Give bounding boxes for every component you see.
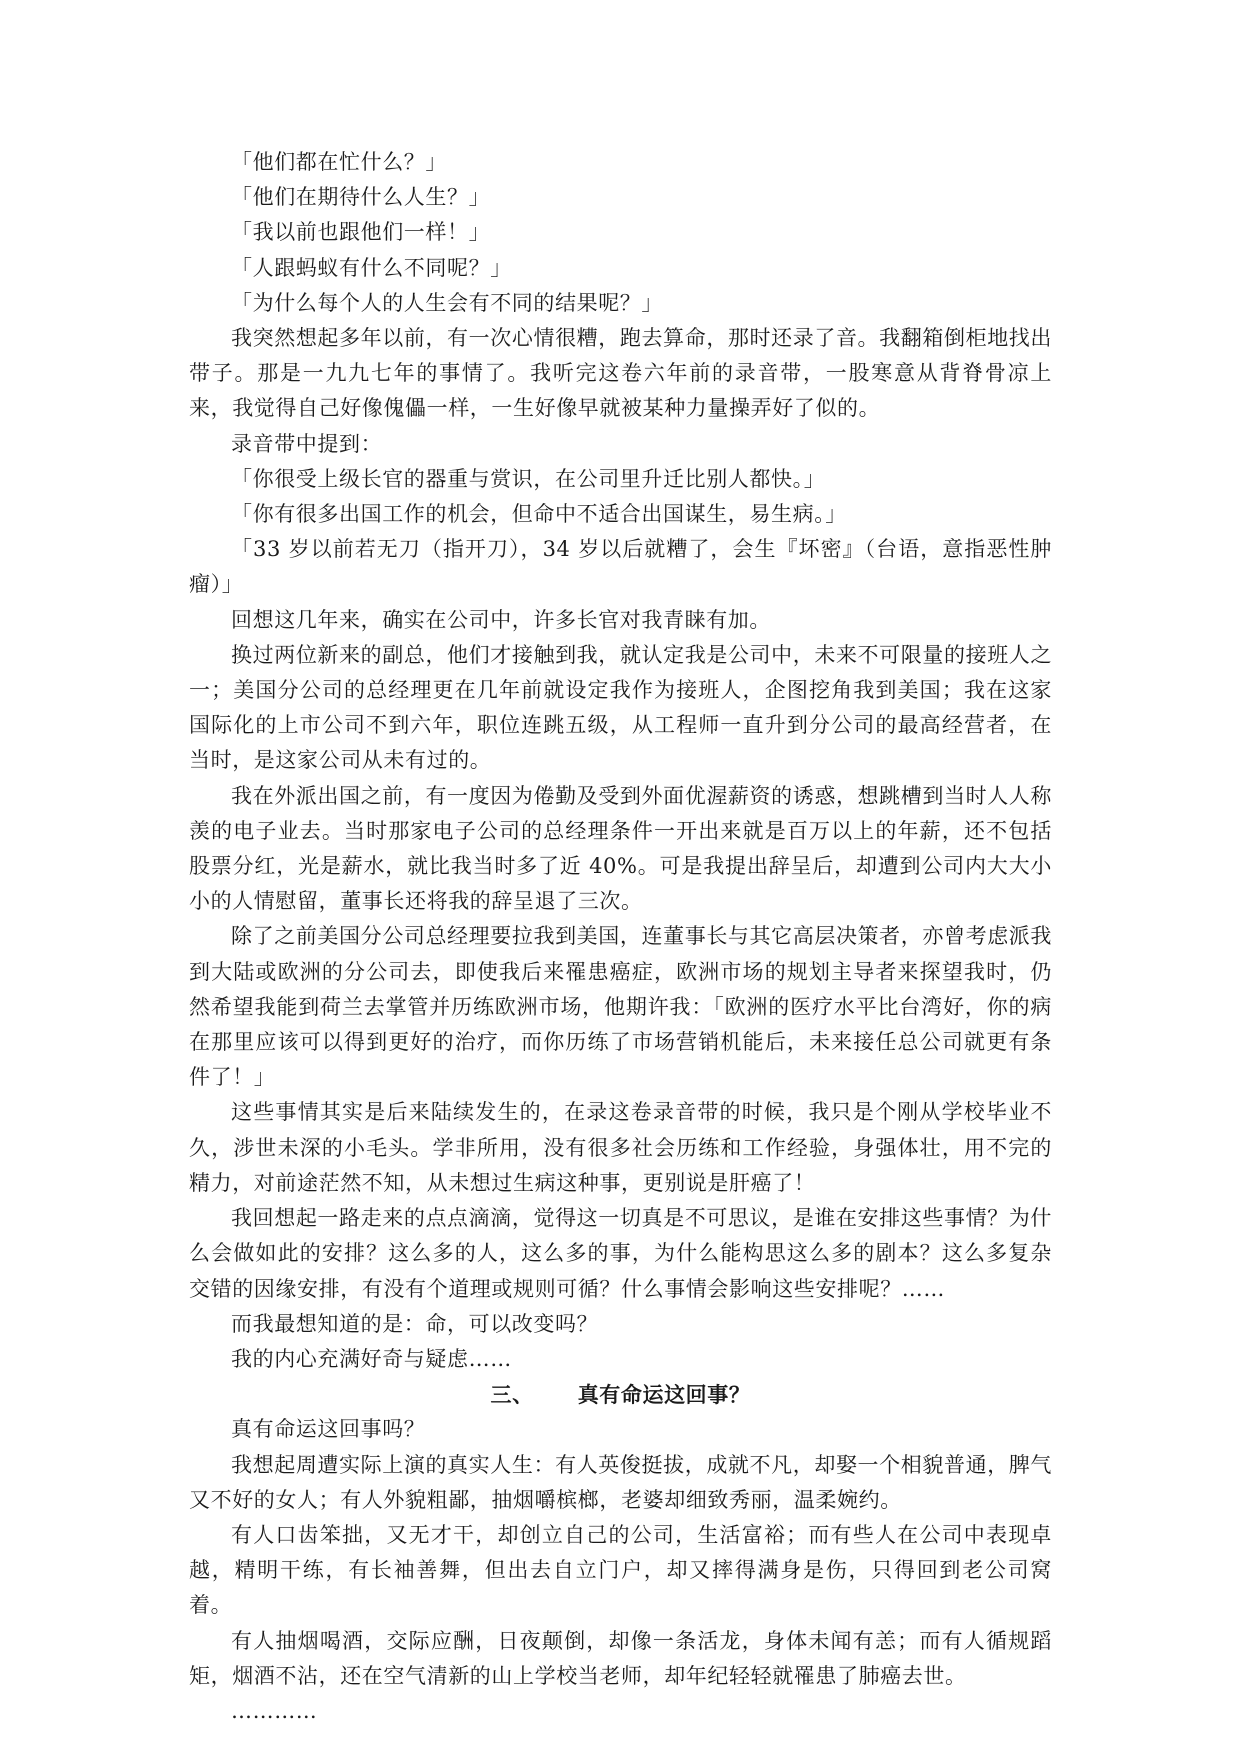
section-heading	[189, 1377, 1052, 1412]
paragraph: 而我最想知道的是：命，可以改变吗？	[231, 1311, 599, 1336]
paragraph: 「为什么每个人的人生会有不同的结果呢？」	[231, 290, 663, 315]
paragraph: 除了之前美国分公司总经理要拉我到美国，连董事长与其它高层决策者，亦曾考虑派我到大陆或欧洲的分公司去，即使我后来罹患癌症，欧洲市场的规划主导者来探望我时，仍然希望我能到荷兰去掌管并历练欧洲市场，他期许我：「欧洲的医疗水平比台湾好，你的病在那里应该可以得到更好的治疗，而你历练了市场营销机能后，未来接任总公司就更有条件了！」	[189, 924, 1052, 1090]
paragraph: 录音带中提到：	[231, 431, 383, 456]
paragraph: 「他们在期待什么人生？」	[231, 185, 491, 210]
paragraph: 我突然想起多年以前，有一次心情很糟，跑去算命，那时还录了音。我翻箱倒柜地找出带子。那是一九九七年的事情了。我听完这卷六年前的录音带，一股寒意从背脊骨凉上来，我觉得自己好像傀儡一样，一生好像早就被某种力量操弄好了似的。	[189, 326, 1052, 421]
paragraph: 「人跟蚂蚁有什么不同呢？」	[231, 255, 512, 280]
paragraph: 我在外派出国之前，有一度因为倦勤及受到外面优渥薪资的诱惑，想跳槽到当时人人称羡的电子业去。当时那家电子公司的总经理条件一开出来就是百万以上的年薪，还不包括股票分红，光是薪水，就比我当时多了近 40%。可是我提出辞呈后，却遭到公司内大大小小的人情慰留，董事长还将我的辞呈退了三次。	[189, 783, 1052, 914]
paragraph: 「他们都在忙什么？」	[231, 150, 447, 174]
paragraph: 「我以前也跟他们一样！」	[231, 220, 491, 245]
section-number: 三、	[490, 1382, 534, 1408]
paragraph: 「你有很多出国工作的机会，但命中不适合出国谋生，易生病。」	[231, 502, 847, 527]
paragraph: 回想这几年来，确实在公司中，许多长官对我青睐有加。	[231, 607, 771, 632]
paragraph: 有人抽烟喝酒，交际应酬，日夜颠倒，却像一条活龙，身体未闻有恙；而有人循规蹈矩，烟酒不沾，还在空气清新的山上学校当老师，却年纪轻轻就罹患了肺癌去世。	[189, 1628, 1052, 1688]
paragraph: 这些事情其实是后来陆续发生的，在录这卷录音带的时候，我只是个刚从学校毕业不久，涉世未深的小毛头。学非所用，没有很多社会历练和工作经验，身强体壮，用不完的精力，对前途茫然不知，从未想过生病这种事，更别说是肝癌了！	[189, 1100, 1052, 1195]
paragraph: 换过两位新来的副总，他们才接触到我，就认定我是公司中，未来不可限量的接班人之一；美国分公司的总经理更在几年前就设定我作为接班人，企图挖角我到美国；我在这家国际化的上市公司不到六年，职位连跳五级，从工程师一直升到分公司的最高经营者，在当时，是这家公司从未有过的。	[189, 642, 1052, 773]
paragraph: 真有命运这回事吗？	[231, 1417, 426, 1442]
document-body	[189, 145, 1052, 1729]
paragraph: 我的内心充满好奇与疑虑……	[231, 1346, 512, 1371]
paragraph: 有人口齿笨拙，又无才干，却创立自己的公司，生活富裕；而有些人在公司中表现卓越，精明干练，有长袖善舞，但出去自立门户，却又摔得满身是伤，只得回到老公司窝着。	[189, 1522, 1052, 1618]
paragraph: 「你很受上级长官的器重与赏识，在公司里升迁比别人都快。」	[231, 466, 826, 491]
paragraph: 我想起周遭实际上演的真实人生：有人英俊挺拔，成就不凡，却娶一个相貌普通，脾气又不好的女人；有人外貌粗鄙，抽烟嚼槟榔，老婆却细致秀丽，温柔婉约。	[189, 1452, 1052, 1512]
paragraph: 我回想起一路走来的点点滴滴，觉得这一切真是不可思议，是谁在安排这些事情？为什么会做如此的安排？这么多的人，这么多的事，为什么能构思这么多的剧本？这么多复杂交错的因缘安排，有没有个道理或规则可循？什么事情会影响这些安排呢？……	[189, 1206, 1052, 1301]
paragraph: …………	[231, 1698, 318, 1723]
paragraph: 「33 岁以前若无刀（指开刀），34 岁以后就糟了，会生『坏密』（台语，意指恶性肿瘤）」	[189, 537, 1052, 597]
section-title: 真有命运这回事？	[577, 1382, 751, 1408]
